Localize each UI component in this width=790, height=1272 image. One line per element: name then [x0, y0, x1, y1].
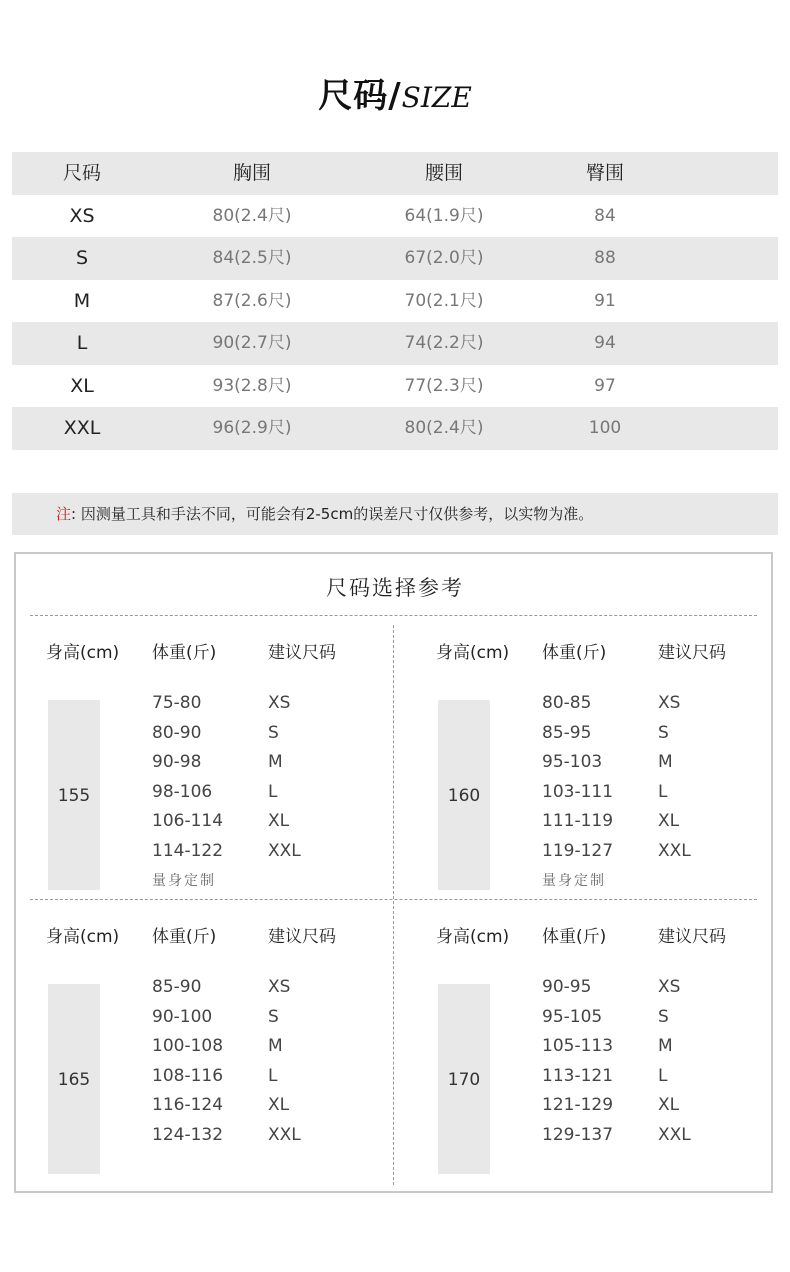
- height-header: 身高(cm): [46, 927, 120, 947]
- weight-header: 体重(斤): [152, 643, 217, 663]
- header-chest: 胸围: [232, 162, 271, 184]
- suggested-size: XXL: [658, 1124, 691, 1145]
- size-list: [268, 689, 301, 867]
- weight-list: [152, 689, 223, 896]
- size-cell: XL: [70, 374, 94, 397]
- weight-range: 90-100: [152, 1006, 213, 1027]
- suggested-size: XS: [658, 977, 681, 997]
- weight-range: 100-108: [152, 1036, 224, 1057]
- weight-range: 105-113: [542, 1036, 614, 1057]
- size-list: [658, 689, 691, 867]
- size-list: [268, 973, 301, 1151]
- reference-block-170: [436, 922, 790, 1192]
- weight-range: 95-103: [542, 752, 603, 773]
- divider: [30, 615, 757, 616]
- header-hip: 臀围: [585, 162, 624, 184]
- header-waist: 腰围: [424, 162, 463, 184]
- size-list: [658, 973, 691, 1151]
- page-title: [0, 68, 790, 117]
- suggested-size: XXL: [268, 840, 301, 861]
- suggested-size: S: [268, 1006, 279, 1027]
- suggested-size: XL: [268, 811, 290, 832]
- hip-cell: 84: [594, 205, 616, 226]
- chest-cell: 84(2.5尺): [212, 248, 292, 268]
- chest-cell: 96(2.9尺): [212, 418, 292, 438]
- height-header: 身高(cm): [436, 927, 510, 947]
- height-value: 170: [447, 1070, 481, 1090]
- weight-range: 124-132: [152, 1124, 224, 1145]
- waist-cell: 80(2.4尺): [404, 418, 484, 438]
- suggested-size-header: 建议尺码: [658, 643, 726, 663]
- waist-cell: 77(2.3尺): [404, 375, 484, 396]
- weight-range: 114-122: [152, 840, 224, 861]
- suggested-size: XS: [658, 693, 681, 713]
- weight-range: 119-127: [542, 840, 614, 861]
- weight-range: 80-90: [152, 722, 202, 743]
- suggested-size: XS: [268, 977, 291, 997]
- reference-title: 尺码选择参考: [326, 576, 464, 600]
- suggested-size: L: [658, 781, 668, 802]
- weight-list: [152, 973, 223, 1151]
- suggested-size: M: [268, 1036, 283, 1057]
- waist-cell: 74(2.2尺): [404, 333, 484, 353]
- title-zh: 尺码/: [318, 76, 402, 116]
- weight-range: 80-85: [542, 693, 592, 713]
- suggested-size: S: [658, 722, 669, 743]
- weight-range: 129-137: [542, 1124, 614, 1145]
- size-cell: S: [75, 247, 89, 269]
- waist-cell: 64(1.9尺): [404, 205, 484, 226]
- table-row: [12, 195, 778, 238]
- hip-cell: 91: [594, 290, 616, 311]
- height-value: 155: [57, 786, 91, 806]
- weight-range: 75-80: [152, 693, 202, 713]
- table-row: [12, 280, 778, 323]
- table-row: [12, 237, 778, 280]
- hip-cell: 100: [588, 418, 622, 438]
- weight-range: 108-116: [152, 1065, 224, 1086]
- suggested-size: XL: [268, 1095, 290, 1116]
- weight-range: 85-95: [542, 722, 592, 743]
- height-value: 160: [447, 786, 481, 806]
- note-text: : 因测量工具和手法不同，可能会有2-5cm的误差尺寸仅供参考，以实物为准。: [71, 505, 594, 523]
- weight-range: 106-114: [152, 811, 224, 832]
- weight-range: 90-98: [152, 752, 202, 773]
- chest-cell: 90(2.7尺): [212, 333, 292, 353]
- table-row: [12, 365, 778, 408]
- custom-fit-label: 量身定制: [152, 872, 216, 889]
- weight-range: 111-119: [542, 811, 614, 832]
- suggested-size-header: 建议尺码: [658, 927, 726, 947]
- table-row: [12, 322, 778, 365]
- suggested-size: M: [658, 1036, 673, 1057]
- chest-cell: 87(2.6尺): [212, 290, 292, 311]
- reference-block-155: [46, 638, 406, 908]
- weight-range: 85-90: [152, 977, 202, 997]
- height-box: [438, 700, 490, 890]
- suggested-size: XXL: [268, 1124, 301, 1145]
- reference-block-160: [436, 638, 790, 908]
- suggested-size-header: 建议尺码: [268, 643, 336, 663]
- suggested-size: XS: [268, 693, 291, 713]
- size-cell: L: [76, 332, 88, 354]
- weight-range: 90-95: [542, 977, 592, 997]
- custom-fit-label: 量身定制: [542, 872, 606, 889]
- suggested-size-header: 建议尺码: [268, 927, 336, 947]
- suggested-size: L: [268, 781, 278, 802]
- weight-range: 95-105: [542, 1006, 603, 1027]
- weight-range: 98-106: [152, 781, 213, 802]
- table-row: [12, 407, 778, 450]
- suggested-size: L: [658, 1065, 668, 1086]
- weight-range: 103-111: [542, 781, 614, 802]
- reference-block-165: [46, 922, 406, 1192]
- waist-cell: 70(2.1尺): [404, 290, 484, 311]
- chest-cell: 93(2.8尺): [212, 375, 292, 396]
- suggested-size: M: [268, 752, 283, 773]
- table-header-row: [12, 152, 778, 195]
- size-cell: XS: [69, 204, 95, 227]
- suggested-size: M: [658, 752, 673, 773]
- height-box: [48, 984, 100, 1174]
- weight-header: 体重(斤): [542, 643, 607, 663]
- suggested-size: XL: [658, 811, 680, 832]
- suggested-size: S: [658, 1006, 669, 1027]
- size-cell: M: [73, 289, 91, 312]
- hip-cell: 97: [594, 375, 616, 396]
- chest-cell: 80(2.4尺): [212, 205, 292, 226]
- suggested-size: L: [268, 1065, 278, 1086]
- measurement-note: [12, 493, 778, 535]
- height-box: [48, 700, 100, 890]
- weight-list: [542, 689, 613, 896]
- weight-list: [542, 973, 613, 1151]
- waist-cell: 67(2.0尺): [404, 248, 484, 268]
- weight-range: 113-121: [542, 1065, 614, 1086]
- height-box: [438, 984, 490, 1174]
- title-en: SIZE: [401, 81, 472, 114]
- suggested-size: XL: [658, 1095, 680, 1116]
- size-chart-table: [12, 152, 778, 450]
- suggested-size: S: [268, 722, 279, 743]
- suggested-size: XXL: [658, 840, 691, 861]
- weight-range: 116-124: [152, 1095, 224, 1116]
- height-header: 身高(cm): [46, 643, 120, 663]
- size-cell: XXL: [63, 417, 101, 439]
- note-prefix: 注: [56, 505, 72, 523]
- weight-header: 体重(斤): [152, 927, 217, 947]
- weight-range: 121-129: [542, 1095, 614, 1116]
- header-size: 尺码: [62, 162, 101, 184]
- height-header: 身高(cm): [436, 643, 510, 663]
- height-value: 165: [57, 1070, 91, 1090]
- hip-cell: 94: [594, 333, 616, 353]
- hip-cell: 88: [594, 248, 616, 268]
- weight-header: 体重(斤): [542, 927, 607, 947]
